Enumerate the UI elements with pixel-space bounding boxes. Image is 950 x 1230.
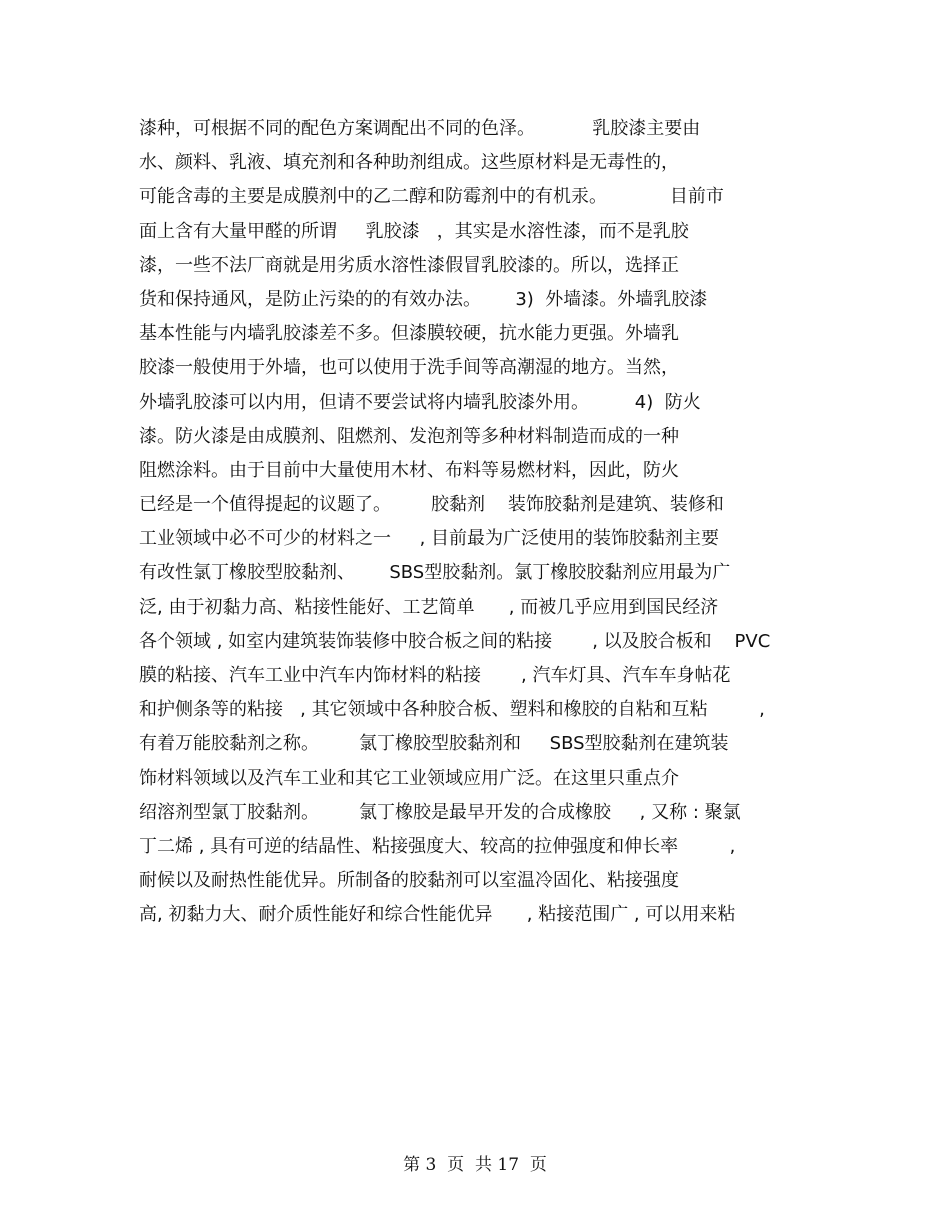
text-line: 漆。防火漆是由成膜剂、阻燃剂、发泡剂等多种材料制造而成的一种 (139, 425, 679, 447)
text-line: 基本性能与内墙乳胶漆差不多。但漆膜较硬，抗水能力更强。外墙乳 (139, 323, 679, 345)
text-line: 膜的粘接、汽车工业中汽车内饰材料的粘接 , 汽车灯具、汽车车身帖花 (139, 665, 731, 686)
text-line: 货和保持通风，是防止污染的的有效办法。 3) 外墙漆。外墙乳胶漆 (139, 288, 708, 310)
text-line: 泛, 由于初黏力高、粘接性能好、工艺简单 , 而被几乎应用到国民经济 (139, 596, 719, 618)
text-line: 漆种，可根据不同的配色方案调配出不同的色泽。 乳胶漆主要由 (139, 118, 701, 139)
body-text (139, 112, 839, 933)
text-line: 饰材料领域以及汽车工业和其它工业领域应用广泛。在这里只重点介 (139, 767, 679, 789)
text-line: 有改性氯丁橡胶型胶黏剂、 SBS型胶黏剂。氯丁橡胶胶黏剂应用最为广 (139, 562, 731, 584)
text-line: 丁二烯 , 具有可逆的结晶性、粘接强度大、较高的拉伸强度和伸长率 , (139, 835, 736, 857)
text-line: 各个领域 , 如室内建筑装饰装修中胶合板之间的粘接 , 以及胶合板和 PVC (139, 630, 771, 652)
text-line: 水、颜料、乳液、填充剂和各种助剂组成。这些原材料是无毒性的， (139, 152, 679, 174)
text-line: 和护侧条等的粘接 , 其它领域中各种胶合板、塑料和橡胶的自粘和互粘 , (139, 699, 765, 721)
text-line: 面上含有大量甲醛的所谓 乳胶漆 ，其实是水溶性漆，而不是乳胶 (139, 220, 689, 242)
text-line: 工业领域中必不可少的材料之一 , 目前最为广泛使用的装饰胶黏剂主要 (139, 528, 720, 550)
text-line: 胶漆一般使用于外墙，也可以使用于洗手间等高潮湿的地方。当然， (139, 357, 679, 379)
text-line: 有着万能胶黏剂之称。 氯丁橡胶型胶黏剂和 SBS型胶黏剂在建筑装 (139, 733, 729, 755)
text-line: 绍溶剂型氯丁胶黏剂。 氯丁橡胶是最早开发的合成橡胶 , 又称 : 聚氯 (139, 801, 741, 823)
text-line: 高, 初黏力大、耐介质性能好和综合性能优异 , 粘接范围广 , 可以用来粘 (139, 904, 736, 926)
text-line: 阻燃涂料。由于目前中大量使用木材、布料等易燃材料，因此，防火 (139, 459, 679, 481)
text-line: 漆，一些不法厂商就是用劣质水溶性漆假冒乳胶漆的。所以，选择正 (139, 254, 679, 276)
text-line: 外墙乳胶漆可以内用，但请不要尝试将内墙乳胶漆外用。 4) 防火 (139, 391, 701, 413)
text-line: 可能含毒的主要是成膜剂中的乙二醇和防霉剂中的有机汞。 目前市 (139, 186, 724, 208)
page-number-footer: 第 3 页 共 17 页 (403, 1155, 547, 1175)
text-line: 耐候以及耐热性能优异。所制备的胶黏剂可以室温冷固化、粘接强度 (139, 870, 679, 892)
text-line: 已经是一个值得提起的议题了。 胶黏剂 装饰胶黏剂是建筑、装修和 (139, 494, 724, 516)
